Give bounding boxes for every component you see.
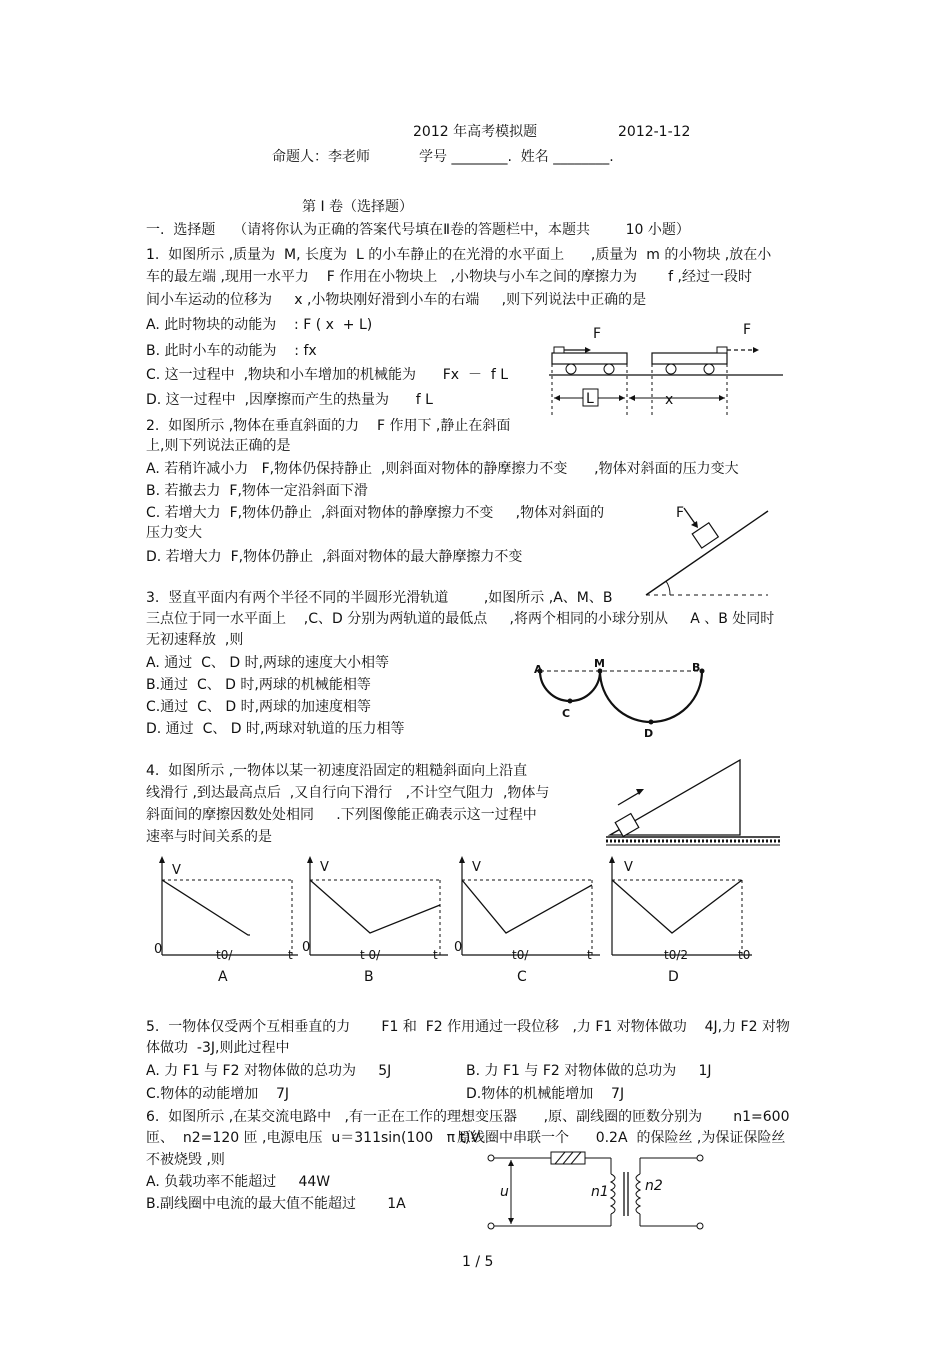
q4-graph-a-t: t xyxy=(288,948,293,962)
q4-graph-c-t: t xyxy=(587,948,592,962)
q2-fig-f-label: F xyxy=(676,505,685,521)
q1-option-b: B. 此时小车的动能为 : fx xyxy=(146,343,317,359)
q3-line1: 3. 竖直平面内有两个半径不同的半圆形光滑轨道 ,如图所示 ,A、M、B xyxy=(146,590,613,606)
q6-line2b: 原线圈中串联一个 0.2A 的保险丝 ,为保证保险丝 xyxy=(457,1130,786,1146)
q2-figure-incline xyxy=(640,495,775,605)
q3-figure-tracks xyxy=(528,655,723,745)
q4-line4: 速率与时间关系的是 xyxy=(146,829,272,845)
q3-fig-a-label: A xyxy=(534,663,543,676)
page-number: 1 / 5 xyxy=(462,1254,494,1270)
q5-option-b: B. 力 F1 与 F2 对物体做的总功为 1J xyxy=(466,1063,712,1079)
q4-graph-b-origin: 0 xyxy=(302,940,311,955)
q6-line2a: 匝、 n2=120 匝 ,电源电压 u＝311sin(100 π t)V xyxy=(146,1130,480,1146)
q6-fig-u-label: u xyxy=(500,1184,509,1200)
q5-option-c: C.物体的动能增加 7J xyxy=(146,1086,290,1102)
q4-graph-d-tmid: t0/2 xyxy=(664,948,689,962)
exam-date: 2012-1-12 xyxy=(618,124,691,140)
q1-line1: 1. 如图所示 ,质量为 M, 长度为 L 的小车静止的在光滑的水平面上 ,质量为 m 的小物块 ,放在小 xyxy=(146,247,772,263)
q5-option-d: D.物体的机械能增加 7J xyxy=(466,1086,625,1102)
q3-fig-m-label: M xyxy=(594,657,605,670)
q4-graph-d xyxy=(602,855,762,990)
q1-line3: 间小车运动的位移为 x ,小物块刚好滑到小车的右端 ,则下列说法中正确的是 xyxy=(146,292,647,308)
q4-graph-d-label: D xyxy=(668,969,679,985)
q1-option-c: C. 这一过程中 ,物块和小车增加的机械能为 Fx － f L xyxy=(146,367,509,383)
q4-graph-b-t: t xyxy=(433,948,438,962)
q3-line3: 无初速释放 ,则 xyxy=(146,632,244,648)
q2-line2: 上,则下列说法正确的是 xyxy=(146,438,291,454)
q2-option-c1: C. 若增大力 F,物体仍静止 ,斜面对物体的静摩擦力不变 ,物体对斜面的 xyxy=(146,505,605,521)
q6-fig-n1-label: n1 xyxy=(591,1184,609,1200)
q4-graph-b-label: B xyxy=(364,969,374,985)
q1-fig-cart-right xyxy=(652,353,727,364)
q1-fig-L-label: L xyxy=(586,391,594,407)
q3-fig-c-label: C xyxy=(562,707,571,720)
q4-graph-d-t: t0 xyxy=(738,948,751,962)
q4-line1: 4. 如图所示 ,一物体以某一初速度沿固定的粗糙斜面向上沿直 xyxy=(146,763,528,779)
q3-fig-b-label: B xyxy=(692,661,701,674)
q4-graph-c xyxy=(452,855,602,990)
q2-line1: 2. 如图所示 ,物体在垂直斜面的力 F 作用下 ,静止在斜面 xyxy=(146,418,511,434)
q6-option-b: B.副线圈中电流的最大值不能超过 1A xyxy=(146,1196,406,1212)
q1-option-a: A. 此时物块的动能为 : F ( x + L) xyxy=(146,317,373,333)
q4-graph-b-tmid: t 0/ xyxy=(360,948,381,962)
exam-title: 2012 年高考模拟题 xyxy=(413,124,538,140)
q1-fig-x-label: x xyxy=(665,392,674,408)
q2-option-c2: 压力变大 xyxy=(146,525,202,541)
q5-line1: 5. 一物体仅受两个互相垂直的力 F1 和 F2 作用通过一段位移 ,力 F1 对物体做功 4J,力 F2 对物 xyxy=(146,1019,790,1035)
q4-graph-a-label: A xyxy=(218,969,228,985)
q4-graph-b xyxy=(300,855,450,990)
q4-graph-c-label: C xyxy=(517,969,527,985)
q3-fig-d-label: D xyxy=(644,727,654,740)
student-fields: 学号 ________. 姓名 ________. xyxy=(419,149,614,165)
q2-option-d: D. 若增大力 F,物体仍静止 ,斜面对物体的最大静摩擦力不变 xyxy=(146,549,523,565)
q6-figure-transformer xyxy=(485,1150,710,1230)
q4-graph-a-origin: 0 xyxy=(154,942,163,957)
author-line: 命题人：李老师 xyxy=(272,149,370,165)
q4-graph-d-v: V xyxy=(624,860,633,875)
q2-option-a: A. 若稍许减小力 F,物体仍保持静止 ,则斜面对物体的静摩擦力不变 ,物体对斜面的压力变大 xyxy=(146,461,739,477)
q4-line3: 斜面间的摩擦因数处处相同 .下列图像能正确表示这一过程中 xyxy=(146,807,537,823)
q4-graph-c-origin: 0 xyxy=(454,940,463,955)
q3-option-a: A. 通过 C、 D 时,两球的速度大小相等 xyxy=(146,655,390,671)
q6-line3: 不被烧毁 ,则 xyxy=(146,1152,225,1168)
q1-option-d: D. 这一过程中 ,因摩擦而产生的热量为 f L xyxy=(146,392,433,408)
q4-graph-a-v: V xyxy=(172,863,181,878)
q3-option-c: C.通过 C、 D 时,两球的加速度相等 xyxy=(146,699,372,715)
q1-fig-cart-left xyxy=(552,353,627,364)
q4-graph-a xyxy=(150,855,300,990)
q4-graph-a-tmid: t0/ xyxy=(216,948,233,962)
q6-option-a: A. 负载功率不能超过 44W xyxy=(146,1174,331,1190)
q6-line1: 6. 如图所示 ,在某交流电路中 ,有一正在工作的理想变压器 ,原、副线圈的匝数分别为 n1=600 xyxy=(146,1109,790,1125)
q1-figure-carts xyxy=(545,318,790,418)
q5-option-a: A. 力 F1 与 F2 对物体做的总功为 5J xyxy=(146,1063,392,1079)
q3-option-d: D. 通过 C、 D 时,两球对轨道的压力相等 xyxy=(146,721,405,737)
q1-fig-block-left xyxy=(554,347,564,353)
q1-fig-block-right xyxy=(717,347,727,353)
q4-graph-b-v: V xyxy=(320,860,329,875)
q5-line2: 体做功 -3J,则此过程中 xyxy=(146,1040,290,1056)
q4-graph-c-tmid: t0/ xyxy=(512,948,529,962)
q2-option-b: B. 若撤去力 F,物体一定沿斜面下滑 xyxy=(146,483,368,499)
q3-option-b: B.通过 C、 D 时,两球的机械能相等 xyxy=(146,677,371,693)
q1-fig-f2-label: F xyxy=(743,322,752,338)
q4-graph-c-v: V xyxy=(472,860,481,875)
section-title: 第 I 卷（选择题） xyxy=(302,199,414,215)
q1-fig-f1-label: F xyxy=(593,326,602,342)
q6-fig-n2-label: n2 xyxy=(645,1178,663,1194)
q4-figure-slope xyxy=(600,755,790,860)
q3-line2: 三点位于同一水平面上 ,C、D 分别为两轨道的最低点 ,将两个相同的小球分别从 A 、B 处同时 xyxy=(146,611,775,627)
section-intro: 一. 选择题 （请将你认为正确的答案代号填在Ⅱ卷的答题栏中，本题共 10 小题） xyxy=(146,222,690,238)
q4-line2: 线滑行 ,到达最高点后 ,又自行向下滑行 ,不计空气阻力 ,物体与 xyxy=(146,785,550,801)
q1-line2: 车的最左端 ,现用一水平力 F 作用在小物块上 ,小物块与小车之间的摩擦力为 f ,经过一段时 xyxy=(146,269,752,285)
